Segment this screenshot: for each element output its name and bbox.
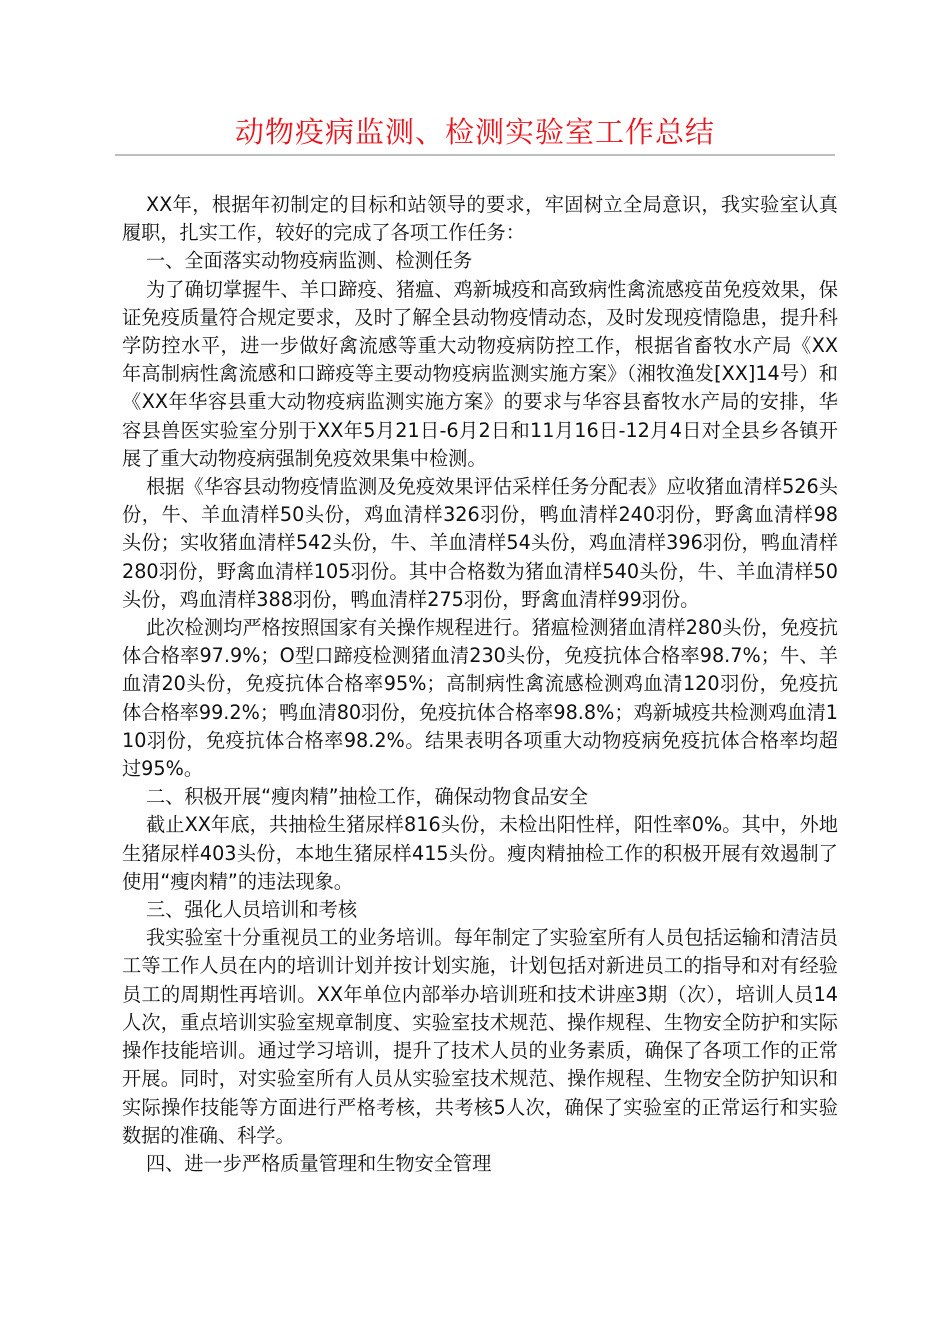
section-heading-3: 三、强化人员培训和考核: [146, 898, 358, 922]
intro-paragraph: XX年，根据年初制定的目标和站领导的要求，牢固树立全局意识，我实验室认真履职，扎实工作，较好的完成了各项工作任务：: [122, 193, 838, 245]
section-heading-2: 二、积极开展“瘦肉精”抽检工作，确保动物食品安全: [146, 785, 589, 809]
section-1-paragraph-1: 为了确切掌握牛、羊口蹄疫、猪瘟、鸡新城疫和高致病性禽流感疫苗免疫效果，保证免疫质量符合规定要求，及时了解全县动物疫情动态，及时发现疫情隐患，提升科学防控水平，进一步做好禽流感等重大动物疫病防控工作，根据省畜牧水产局《XX年高制病性禽流感和口蹄疫等主要动物疫病监测实施方案》（湘牧渔发[XX]14号）和《XX年华容县重大动物疫病监测实施方案》的要求与华容县畜牧水产局的安排，华容县兽医实验室分别于XX年5月21日-6月2日和11月16日-12月4日对全县乡各镇开展了重大动物疫病强制免疫效果集中检测。: [122, 277, 838, 470]
document-body: [122, 191, 838, 1178]
section-3-paragraph-1: 我实验室十分重视员工的业务培训。每年制定了实验室所有人员包括运输和清洁员工等工作人员在内的培训计划并按计划实施，计划包括对新进员工的指导和对有经验员工的周期性再培训。XX年单位内部举办培训班和技术讲座3期（次），培训人员14人次，重点培训实验室规章制度、实验室技术规范、操作规程、生物安全防护和实际操作技能培训。通过学习培训，提升了技术人员的业务素质，确保了各项工作的正常开展。同时，对实验室所有人员从实验室技术规范、操作规程、生物安全防护知识和实际操作技能等方面进行严格考核，共考核5人次，确保了实验室的正常运行和实验数据的准确、科学。: [122, 926, 838, 1147]
title-underline: [115, 154, 835, 156]
section-heading-1: 一、全面落实动物疫病监测、检测任务: [146, 249, 473, 273]
document-title: 动物疫病监测、检测实验室工作总结: [234, 115, 715, 149]
section-1-paragraph-2: 根据《华容县动物疫情监测及免疫效果评估采样任务分配表》应收猪血清样526头份，牛、羊血清样50头份，鸡血清样326羽份，鸭血清样240羽份，野禽血清样98头份；实收猪血清样542头份，牛、羊血清样54头份，鸡血清样396羽份，鸭血清样280羽份，野禽血清样105羽份。其中合格数为猪血清样540头份，牛、羊血清样50头份，鸡血清样388羽份，鸭血清样275羽份，野禽血清样99羽份。: [122, 475, 838, 611]
section-2-paragraph-1: 截止XX年底，共抽检生猪尿样816头份，未检出阳性样，阳性率0%。其中，外地生猪尿样403头份，本地生猪尿样415头份。瘦肉精抽检工作的积极开展有效遏制了使用“瘦肉精”的违法现象。: [122, 813, 838, 893]
section-heading-4: 四、进一步严格质量管理和生物安全管理: [146, 1151, 492, 1175]
section-1-paragraph-3: 此次检测均严格按照国家有关操作规程进行。猪瘟检测猪血清样280头份，免疫抗体合格率97.9%；O型口蹄疫检测猪血清230头份，免疫抗体合格率98.7%；牛、羊血清20头份，免疫抗体合格率95%；高制病性禽流感检测鸡血清120羽份，免疫抗体合格率99.2%；鸭血清80羽份，免疫抗体合格率98.8%；鸡新城疫共检测鸡血清110羽份，免疫抗体合格率98.2%。结果表明各项重大动物疫病免疫抗体合格率均超过95%。: [122, 616, 838, 781]
